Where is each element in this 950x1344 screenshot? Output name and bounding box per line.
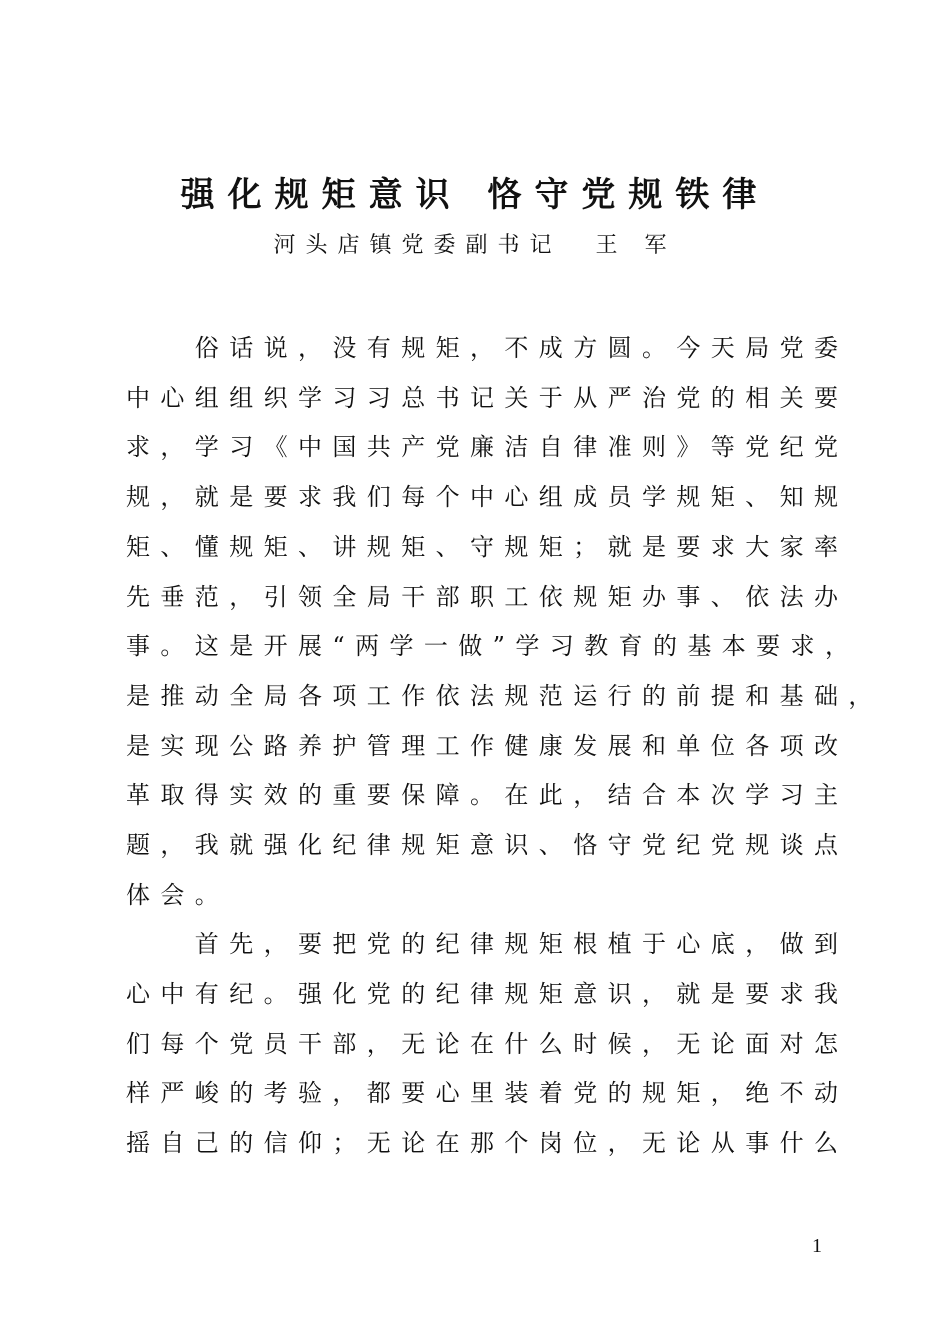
text-line: 体会。 [126,881,230,909]
text-line: 是推动全局各项工作依法规范运行的前提和基础， [126,682,883,710]
text-line: 是实现公路养护管理工作健康发展和单位各项改 [126,732,849,760]
text-line: 们每个党员干部，无论在什么时候，无论面对怎 [126,1030,849,1058]
text-line: 矩、懂规矩、讲规矩、守规矩；就是要求大家率 [126,533,849,561]
text-line: 事。这是开展“两学一做”学习教育的基本要求， [126,632,860,660]
document-title: 强化规矩意识 恪守党规铁律 [180,175,770,215]
text-line: 俗话说，没有规矩，不成方圆。今天局党委 [126,334,849,362]
text-line: 摇自己的信仰；无论在那个岗位，无论从事什么 [126,1129,849,1157]
text-line: 规，就是要求我们每个中心组成员学规矩、知规 [126,483,849,511]
text-line: 题，我就强化纪律规矩意识、恪守党纪党规谈点 [126,831,849,859]
page-number: 1 [812,1235,822,1257]
text-line: 首先，要把党的纪律规矩根植于心底，做到 [126,930,849,958]
text-line: 心中有纪。强化党的纪律规矩意识，就是要求我 [126,980,849,1008]
text-line: 中心组组织学习习总书记关于从严治党的相关要 [126,384,849,412]
text-line: 先垂范，引领全局干部职工依规矩办事、依法办 [126,583,849,611]
text-line: 求，学习《中国共产党廉洁自律准则》等党纪党 [126,433,849,461]
text-line: 样严峻的考验，都要心里装着党的规矩，绝不动 [126,1079,849,1107]
author-line: 河头店镇党委副书记 王 军 [273,233,677,258]
text-line: 革取得实效的重要保障。在此，结合本次学习主 [126,781,849,809]
